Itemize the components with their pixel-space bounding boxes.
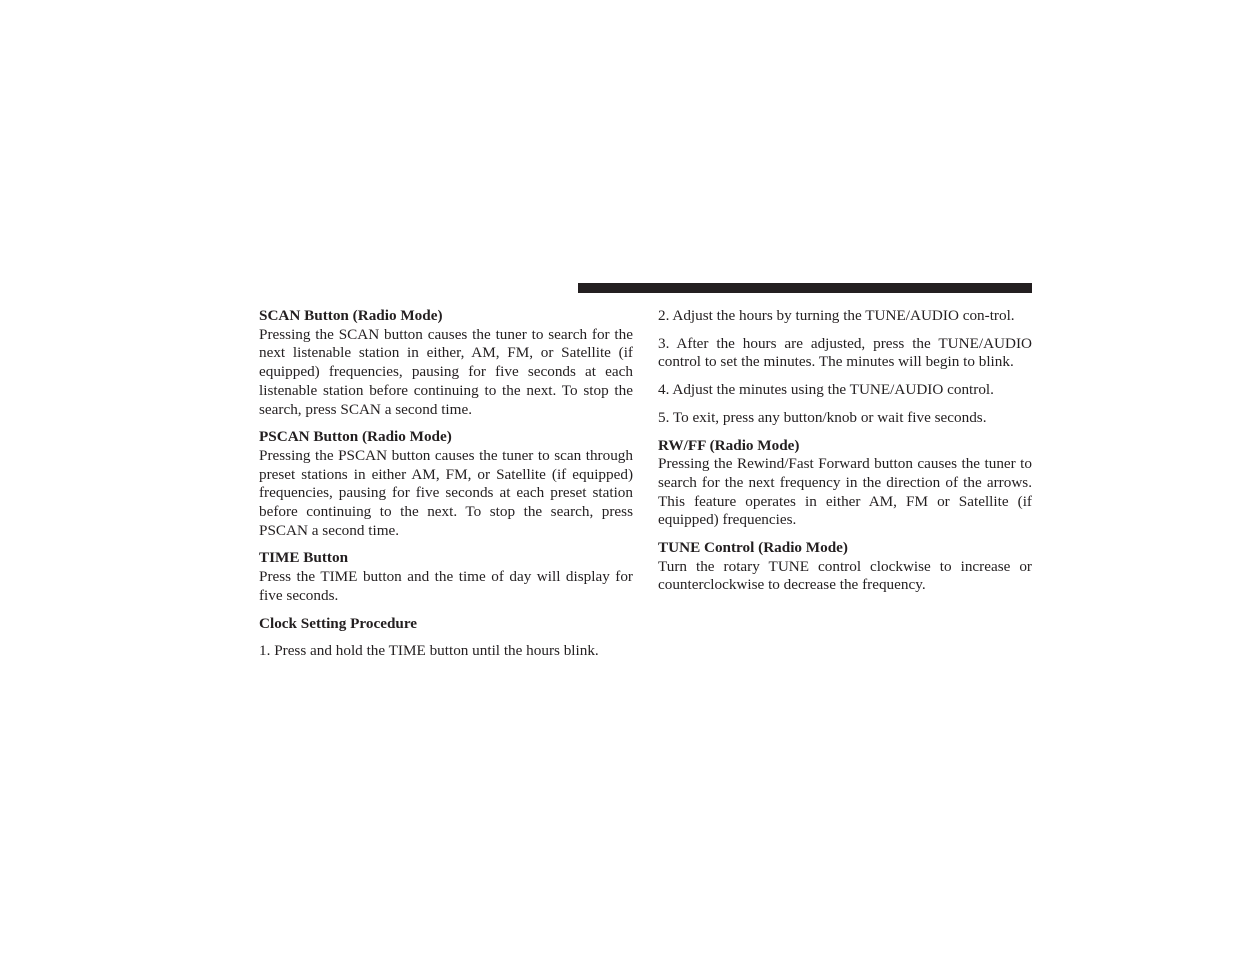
scan-heading: SCAN Button (Radio Mode) [259,307,443,324]
header-rule [578,283,1032,293]
clock-heading: Clock Setting Procedure [259,614,418,632]
section-tune-control [658,539,1032,595]
rwff-body: Pressing the Rewind/Fast Forward button causes the tuner to search for the next frequency in the direction of the arrows. This feature operates in either AM, FM or Satellite (if equipped) frequencies. [658,455,1032,529]
scan-body: Pressing the SCAN button causes the tuner to search for the next listenable station in either, AM, FM, or Satellite (if equipped) frequencies, pausing for five seconds at each listenable station before continuing to the next. To stop the search, press SCAN a second time. [259,325,633,418]
clock-step-3: 3. After the hours are adjusted, press the TUNE/AUDIO control to set the minutes. The minutes will begin to blink. [658,334,1032,371]
rwff-heading: RW/FF (Radio Mode) [658,436,800,454]
section-scan-button [259,307,633,419]
clock-step-5: 5. To exit, press any button/knob or wait five seconds. [658,408,987,426]
section-time-button [259,549,633,605]
tune-heading: TUNE Control (Radio Mode) [658,539,848,557]
clock-step-4: 4. Adjust the minutes using the TUNE/AUDIO control. [658,381,994,399]
tune-body: Turn the rotary TUNE control clockwise to increase or counterclockwise to decrease the frequency. [658,557,1032,594]
clock-step-1: 1. Press and hold the TIME button until the hours blink. [259,642,599,660]
left-column [259,307,633,670]
time-heading: TIME Button [259,549,349,567]
clock-step-2: 2. Adjust the hours by turning the TUNE/AUDIO con-trol. [658,307,1015,324]
time-body: Press the TIME button and the time of day will display for five seconds. [259,568,633,604]
pscan-heading: PSCAN Button (Radio Mode) [259,428,452,446]
section-clock-setting [259,615,633,661]
right-column [658,307,1032,604]
section-pscan-button [259,428,633,540]
section-rwff [658,437,1032,531]
pscan-body: Pressing the PSCAN button causes the tuner to scan through preset stations in either AM, FM, or Satellite (if equipped) frequencies, pausing for five seconds at each preset station before continuing to the next. To stop the search, press PSCAN a second time. [259,446,633,539]
